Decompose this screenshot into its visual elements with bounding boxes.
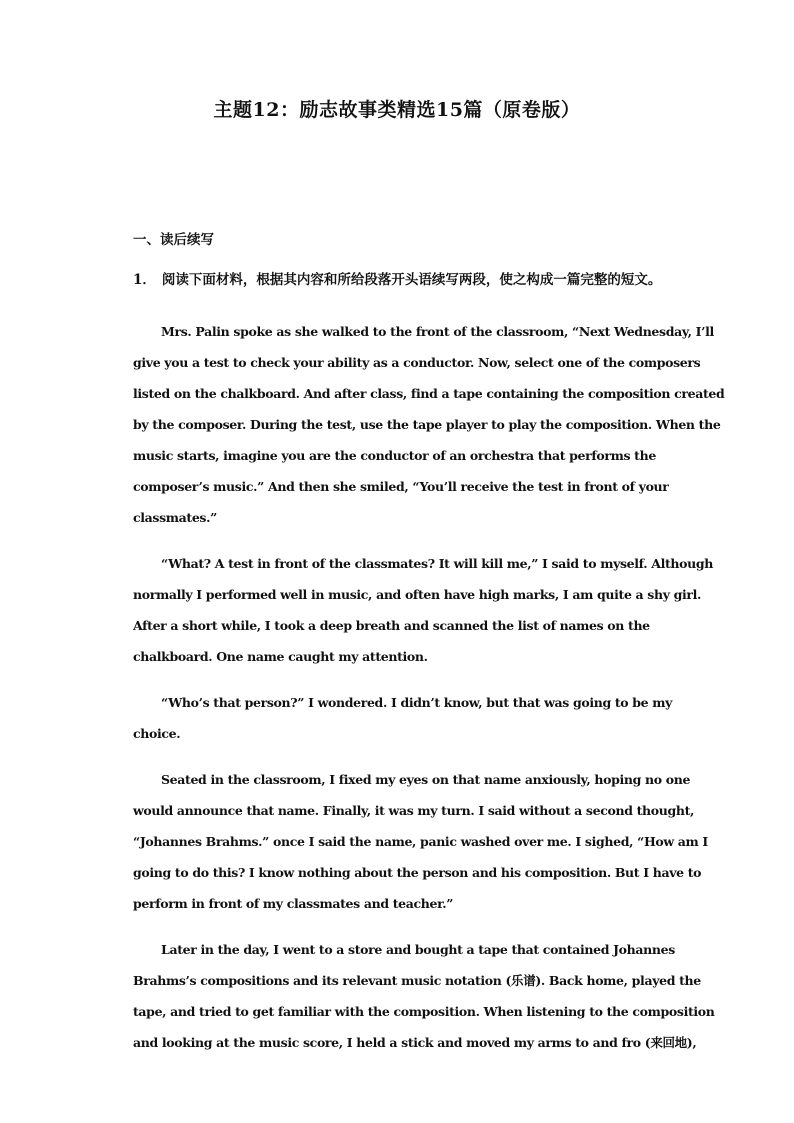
passage-line: give you a test to check your ability as a conductor. Now, select one of the composers [133, 355, 701, 370]
reading-passage [133, 316, 725, 1073]
passage-line: “Johannes Brahms.” once I said the name, panic washed over me. I sighed, “How am I [133, 834, 708, 849]
passage-line: and looking at the music score, I held a stick and moved my arms to and fro (来回地), [133, 1035, 697, 1050]
passage-line: Mrs. Palin spoke as she walked to the front of the classroom, “Next Wednesday, I’ll [161, 324, 714, 339]
section-heading: 一、读后续写 [133, 232, 214, 248]
document-title: 主题12：励志故事类精选15篇（原卷版） [213, 99, 581, 121]
passage-line: Seated in the classroom, I fixed my eyes on that name anxiously, hoping no one [161, 772, 691, 787]
passage-line: tape, and tried to get familiar with the composition. When listening to the composition [133, 1004, 715, 1019]
passage-line: Later in the day, I went to a store and bought a tape that contained Johannes [161, 942, 675, 957]
passage-line: by the composer. During the test, use the tape player to play the composition. When the [133, 417, 721, 432]
passage-line: music starts, imagine you are the conductor of an orchestra that performs the [133, 448, 656, 463]
passage-line: would announce that name. Finally, it was my turn. I said without a second thought, [133, 803, 695, 818]
passage-line: normally I performed well in music, and often have high marks, I am quite a shy girl. [133, 587, 702, 602]
passage-line: composer’s music.” And then she smiled, “You’ll receive the test in front of your [133, 479, 669, 494]
question-number: 1． [133, 272, 156, 288]
passage-line: chalkboard. One name caught my attention. [133, 649, 428, 664]
passage-line: classmates.” [133, 510, 217, 525]
passage-line: going to do this? I know nothing about the person and his composition. But I have to [133, 865, 702, 880]
passage-paragraph-5 [133, 934, 715, 1058]
question-instruction [133, 270, 661, 290]
passage-paragraph-4 [133, 764, 708, 919]
passage-line: After a short while, I took a deep breath and scanned the list of names on the [133, 618, 650, 633]
passage-line: listed on the chalkboard. And after class, find a tape containing the composition created [133, 386, 725, 401]
passage-paragraph-3 [133, 687, 673, 749]
passage-paragraph-1 [133, 316, 725, 533]
passage-line: “Who’s that person?” I wondered. I didn’t know, but that was going to be my [161, 695, 673, 710]
passage-paragraph-2 [133, 548, 714, 672]
question-text: 阅读下面材料，根据其内容和所给段落开头语续写两段，使之构成一篇完整的短文。 [161, 272, 662, 288]
passage-line: “What? A test in front of the classmates? It will kill me,” I said to myself. Although [161, 556, 714, 571]
passage-line: choice. [133, 726, 181, 741]
passage-line: perform in front of my classmates and teacher.” [133, 896, 454, 911]
passage-line: Brahms’s compositions and its relevant music notation (乐谱). Back home, played the [133, 973, 701, 988]
